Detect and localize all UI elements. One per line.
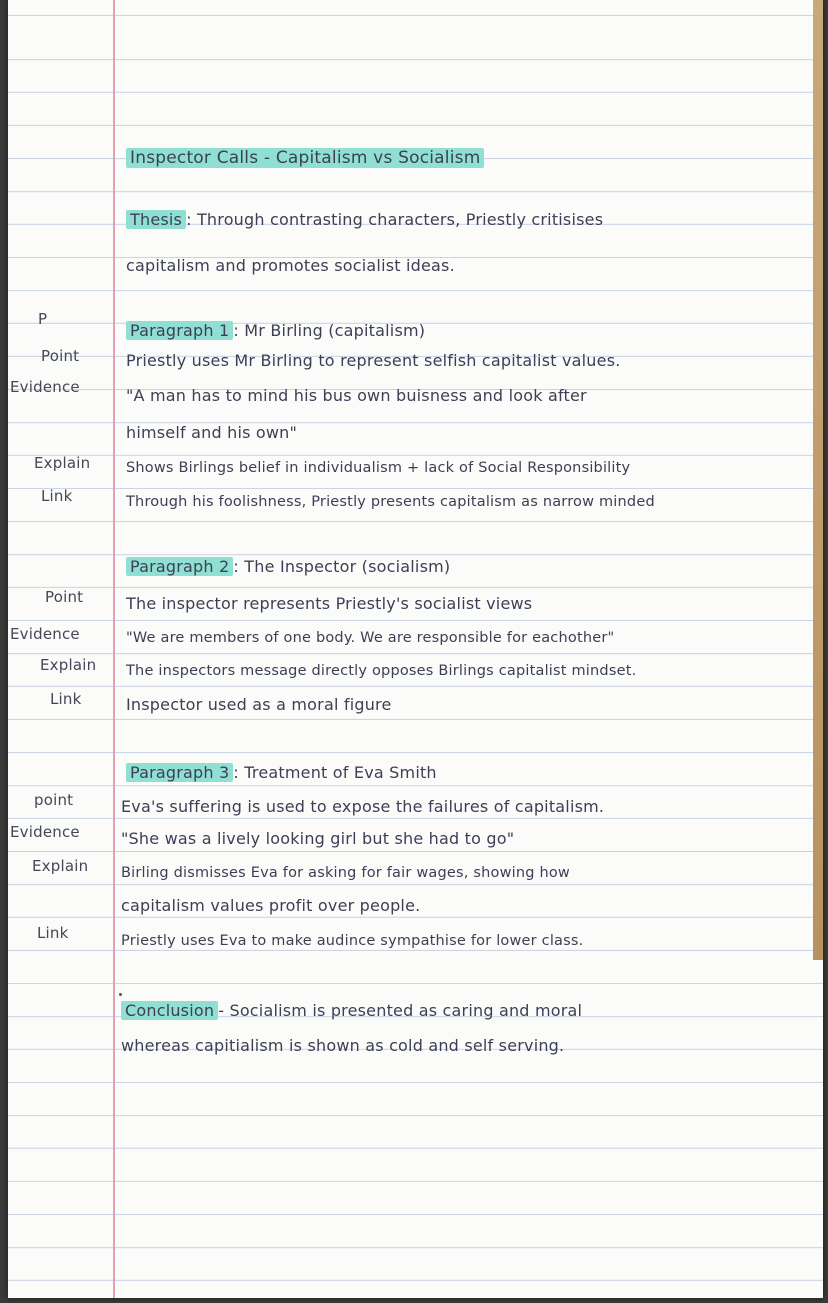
p3-explain-1: Birling dismisses Eva for asking for fair wages, showing how bbox=[121, 865, 570, 881]
p2-explain: The inspectors message directly opposes Birlings capitalist mindset. bbox=[126, 663, 637, 679]
paragraph2-heading: Paragraph 2 : The Inspector (socialism) bbox=[126, 556, 450, 578]
p1-explain-label: Explain bbox=[34, 454, 91, 472]
p2-explain-label: Explain bbox=[40, 656, 97, 674]
p2-link-label: Link bbox=[50, 690, 82, 708]
p3-link: Priestly uses Eva to make audince sympathise for lower class. bbox=[121, 933, 584, 949]
desk-edge bbox=[813, 0, 823, 960]
p1-link-label: Link bbox=[41, 487, 73, 505]
paragraph1-heading: Paragraph 1 : Mr Birling (capitalism) bbox=[126, 320, 425, 342]
p3-link-label: Link bbox=[37, 924, 69, 942]
p2-evidence-label: Evidence bbox=[10, 625, 80, 643]
p2-link: Inspector used as a moral figure bbox=[126, 695, 392, 714]
p3-explain-label: Explain bbox=[32, 857, 89, 875]
notebook-page bbox=[8, 0, 823, 1298]
thesis-line-1: Thesis : Through contrasting characters, Priestly critisises bbox=[126, 209, 603, 231]
p2-point: The inspector represents Priestly's socialist views bbox=[126, 594, 533, 613]
conclusion-label: Conclusion bbox=[121, 1001, 218, 1020]
p1-evidence-label: Evidence bbox=[10, 378, 80, 396]
p3-explain-2: capitalism values profit over people. bbox=[121, 896, 421, 915]
bullet-dot bbox=[119, 993, 122, 996]
margin-line bbox=[113, 0, 115, 1298]
p2-evidence: "We are members of one body. We are responsible for eachother" bbox=[126, 630, 615, 646]
p2-point-label: Point bbox=[45, 588, 84, 606]
p3-evidence: "She was a lively looking girl but she had to go" bbox=[121, 829, 515, 848]
page-title: Inspector Calls - Capitalism vs Socialism bbox=[126, 147, 484, 169]
p1-link: Through his foolishness, Priestly presents capitalism as narrow minded bbox=[126, 494, 655, 510]
p1-point-label: Point bbox=[41, 347, 80, 365]
p3-point-label: point bbox=[34, 791, 74, 809]
thesis-label: Thesis bbox=[126, 210, 186, 229]
p1-explain: Shows Birlings belief in individualism + lack of Social Responsibility bbox=[126, 460, 631, 476]
conclusion-line-1: Conclusion - Socialism is presented as caring and moral bbox=[121, 1000, 582, 1022]
margin-p: P bbox=[38, 310, 48, 328]
thesis-line-2: capitalism and promotes socialist ideas. bbox=[126, 256, 455, 275]
conclusion-line-2: whereas capitialism is shown as cold and self serving. bbox=[121, 1036, 565, 1055]
p1-evidence-1: "A man has to mind his bus own buisness and look after bbox=[126, 386, 587, 405]
p1-evidence-2: himself and his own" bbox=[126, 423, 298, 442]
p3-evidence-label: Evidence bbox=[10, 823, 80, 841]
paragraph3-heading: Paragraph 3 : Treatment of Eva Smith bbox=[126, 762, 437, 784]
p1-point: Priestly uses Mr Birling to represent selfish capitalist values. bbox=[126, 351, 621, 370]
p3-point: Eva's suffering is used to expose the failures of capitalism. bbox=[121, 797, 605, 816]
